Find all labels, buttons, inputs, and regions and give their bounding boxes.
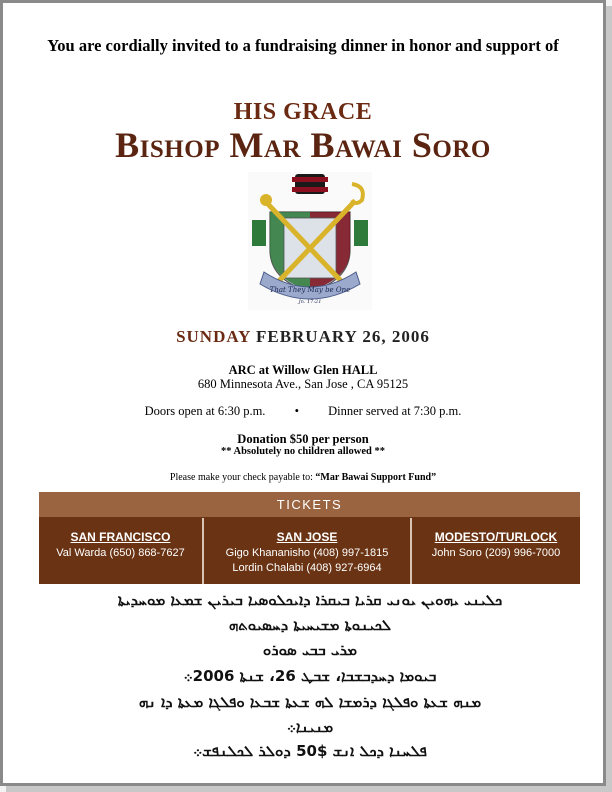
times-separator: • bbox=[294, 404, 299, 418]
invitation-intro: You are cordially invited to a fundraising dinner in honor and support of bbox=[47, 36, 559, 55]
dinner-time: Dinner served at 7:30 p.m. bbox=[328, 404, 462, 418]
event-date: FEBRUARY 26, 2006 bbox=[255, 327, 430, 346]
tickets-header: TICKETS bbox=[39, 492, 580, 517]
ticket-contact: Gigo Khananisho (408) 997-1815 bbox=[225, 547, 389, 559]
ticket-contact: John Soro (209) 996-7000 bbox=[431, 547, 561, 559]
crest-motto: That They May be One bbox=[269, 286, 351, 294]
bishop-coat-of-arms bbox=[248, 172, 372, 310]
crest-reference: Jn. 17:21 bbox=[298, 299, 322, 305]
coat-of-arms-icon bbox=[248, 172, 372, 310]
syriac-line: ܒܝܘܡܐ ܕܚܕܒܫܒܐ، ܫܒܛ 26، ܫܢܬܐ 2006܀ bbox=[183, 667, 437, 685]
syriac-line: ܠܟܝܢܘܬܐ ܡܫܝܚܝܬܐ ܕܚܣܝܘܬܗ bbox=[228, 616, 392, 634]
syriac-line: ܡܪܝ ܒܒܝ ܣܘܪܘ bbox=[262, 641, 358, 659]
ticket-location-san-francisco bbox=[39, 518, 204, 584]
event-date-line bbox=[3, 327, 603, 347]
ticket-city: MODESTO/TURLOCK bbox=[434, 530, 558, 544]
his-grace-heading: HIS GRACE bbox=[233, 99, 373, 125]
event-times bbox=[3, 404, 603, 419]
ticket-location-modesto-turlock bbox=[412, 518, 580, 584]
syriac-line: ܟܠܝܢܝ ܝܗܘܝܢ ܝܘܢܝ ܩܪܝܐ ܒܝܩܪܐ ܕܐܝܟܠܘܣܝܐ ܒܝܪܝܢ ܫܡܥܐ ܡܘܚܕܝܬܐ bbox=[117, 591, 503, 609]
ticket-city: SAN JOSE bbox=[276, 530, 338, 544]
payable-to-fund: “Mar Bawai Support Fund” bbox=[315, 472, 437, 483]
tickets-panel bbox=[39, 492, 580, 584]
ticket-location-san-jose bbox=[204, 518, 412, 584]
tickets-locations bbox=[39, 518, 580, 584]
ticket-city: SAN FRANCISCO bbox=[70, 530, 171, 544]
syriac-text-block bbox=[66, 585, 554, 760]
doors-open-time: Doors open at 6:30 p.m. bbox=[144, 404, 266, 418]
event-venue: ARC at Willow Glen HALL bbox=[228, 363, 378, 377]
syriac-line: ܡܢܗ ܫܥܬܐ ܘܦܠܓܐ ܕܪܡܫܐ ܠܗ ܫܥܬܐ ܫܒܥܐ ܘܦܠܓܐ ܡܥܬܐ ܕܐ ܢܗ bbox=[138, 693, 482, 711]
payable-prefix: Please make your check payable to: bbox=[169, 472, 313, 483]
syriac-line: ܦܠܚܢܐ ܕܟܠ ܐܢܫ $50 ܕܘܠܪ ܠܟܠܢܦܫ܀ bbox=[193, 742, 427, 760]
ticket-contact: Val Warda (650) 868-7627 bbox=[56, 547, 185, 559]
event-day: SUNDAY bbox=[176, 327, 251, 346]
check-payable-line bbox=[3, 472, 603, 483]
no-children-notice: ** Absolutely no children allowed ** bbox=[220, 446, 386, 457]
event-address: 680 Minnesota Ave., San Jose , CA 95125 bbox=[197, 377, 409, 391]
ticket-contact: Lordin Chalabi (408) 927-6964 bbox=[232, 562, 382, 574]
donation-amount: Donation $50 per person bbox=[237, 432, 369, 446]
syriac-line: ܡܢܝܢܐ܀ bbox=[286, 718, 334, 736]
bishop-name-heading: Bishop Mar Bawai Soro bbox=[115, 125, 491, 165]
